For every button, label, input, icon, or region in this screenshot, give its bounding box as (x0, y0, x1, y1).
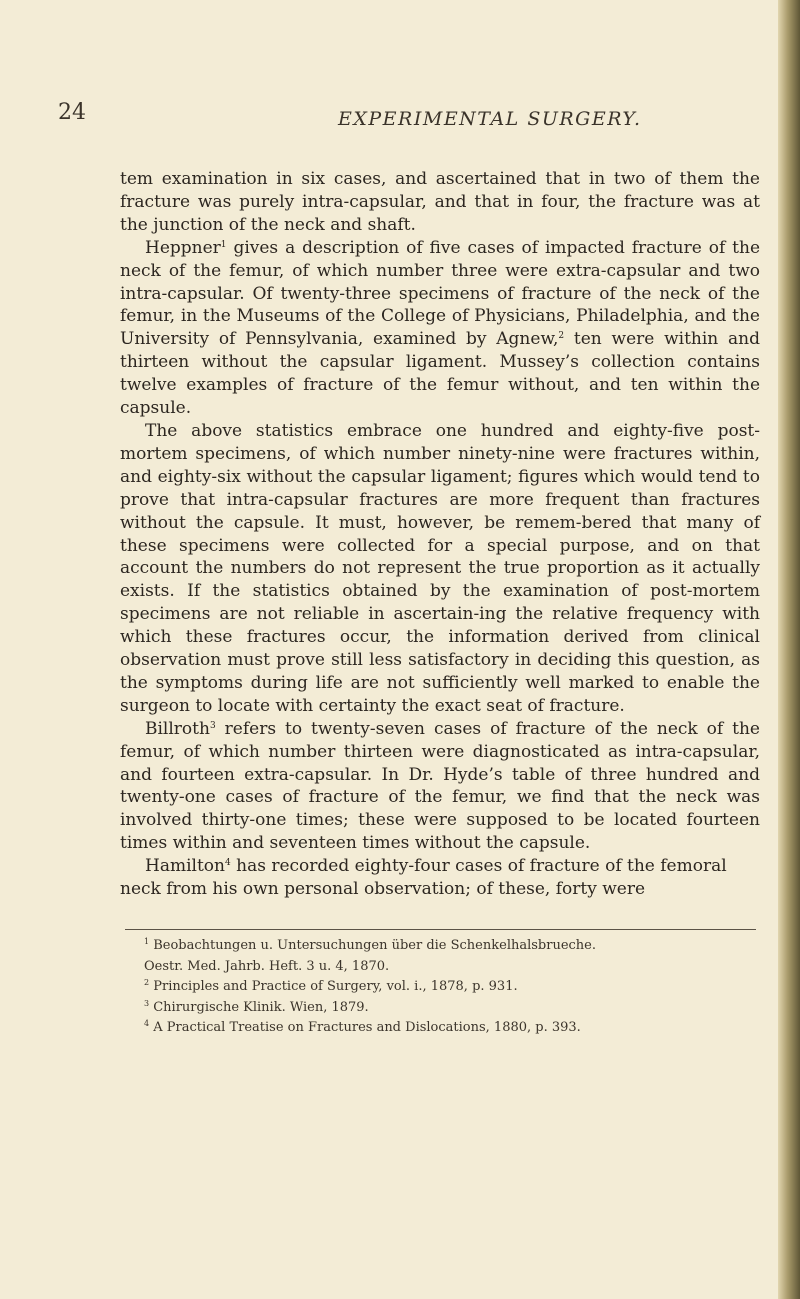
footnote (120, 957, 770, 978)
footnote (120, 977, 770, 998)
paragraph (120, 237, 760, 420)
footnote-text: A Practical Treatise on Fractures and Dislocations, 1880, p. 393. (153, 1020, 581, 1035)
footnotes (120, 936, 770, 1039)
footnote-text: Oestr. Med. Jahrb. Heft. 3 u. 4, 1870. (144, 958, 390, 974)
footnote-number: 1 (144, 937, 150, 946)
footnote (120, 936, 770, 957)
page-number: 24 (58, 100, 86, 125)
paragraph (120, 168, 760, 237)
footnote (120, 998, 770, 1019)
footnote-ref: 2 (558, 331, 565, 342)
footnote-number: 2 (144, 978, 150, 987)
running-title: EXPERIMENTAL SURGERY. (338, 108, 642, 130)
footnote-rule (125, 929, 756, 930)
paragraph-text: gives a description of five cases of impacted fracture of the neck of the femur, of which number three were extra-capsular and two intra-capsular. Of twenty-three specimens of fracture of the neck of the femur, in the Museums of the College of Physicians, Philadelphia, and the University of Pennsylvania, examined by Agnew, (120, 237, 760, 350)
footnote-number: 4 (144, 1019, 150, 1028)
paragraph (120, 420, 760, 718)
footnote-ref: 1 (220, 239, 227, 250)
page-header (0, 100, 800, 140)
body-text (120, 168, 760, 901)
paragraph-text: ten were within and thirteen without the capsular ligament. Mussey’s collection contains twelve examples of fracture of the femur without, and ten within the capsule. (120, 329, 760, 419)
paragraph (120, 718, 760, 855)
paragraph-text: has recorded eighty-four cases of fracture of the femoral neck from his own personal observation; of these, forty were (120, 856, 727, 900)
footnote-ref: 3 (209, 720, 216, 731)
paragraph-text: Heppner (145, 237, 221, 258)
page-edge-shadow (778, 0, 800, 1299)
paragraph-text: refers to twenty-seven cases of fracture of the neck of the femur, of which number thirteen were diagnosticated as intra-capsular, and fourteen extra-capsular. In Dr. Hyde’s table of three hundred and twenty-one cases of fracture of the femur, we find that the neck was involved thirty-one times; these were supposed to be located fourteen times within and seventeen times without the capsule. (120, 718, 760, 854)
footnote-text: Beobachtungen u. Untersuchungen über die Schenkelhalsbrueche. (153, 938, 597, 953)
footnote-ref: 4 (224, 858, 231, 869)
footnote-text: Chirurgische Klinik. Wien, 1879. (153, 999, 369, 1015)
footnote-text: Principles and Practice of Surgery, vol. i., 1878, p. 931. (153, 979, 518, 994)
paragraph-text: Hamilton (145, 856, 225, 877)
paragraph-text: tem examination in six cases, and ascertained that in two of them the fracture was purely intra-capsular, and that in four, the fracture was at the junction of the neck and shaft. (120, 169, 760, 235)
paragraph-text: Billroth (145, 718, 210, 739)
paragraph (120, 855, 760, 901)
paragraph-text: The above statistics embrace one hundred and eighty-five post-mortem specimens, of which number ninety-nine were fractures within, and eighty-six without the capsular ligament; figures which would tend to prove that intra-capsular fractures are more frequent than fractures without the capsule. It must, however, be remem-bered that many of these specimens were collected for a special purpose, and on that account the numbers do not represent the true proportion as it actually exists. If the statistics obtained by the examination of post-mortem specimens are not reliable in ascertain-ing the relative frequency with which these fractures occur, the information derived from clinical observation must prove still less satisfactory in deciding this question, as the symptoms during life are not sufficiently well marked to enable the surgeon to locate with certainty the exact seat of fracture. (120, 420, 760, 716)
footnote-number: 3 (144, 998, 150, 1008)
footnote (120, 1018, 770, 1039)
